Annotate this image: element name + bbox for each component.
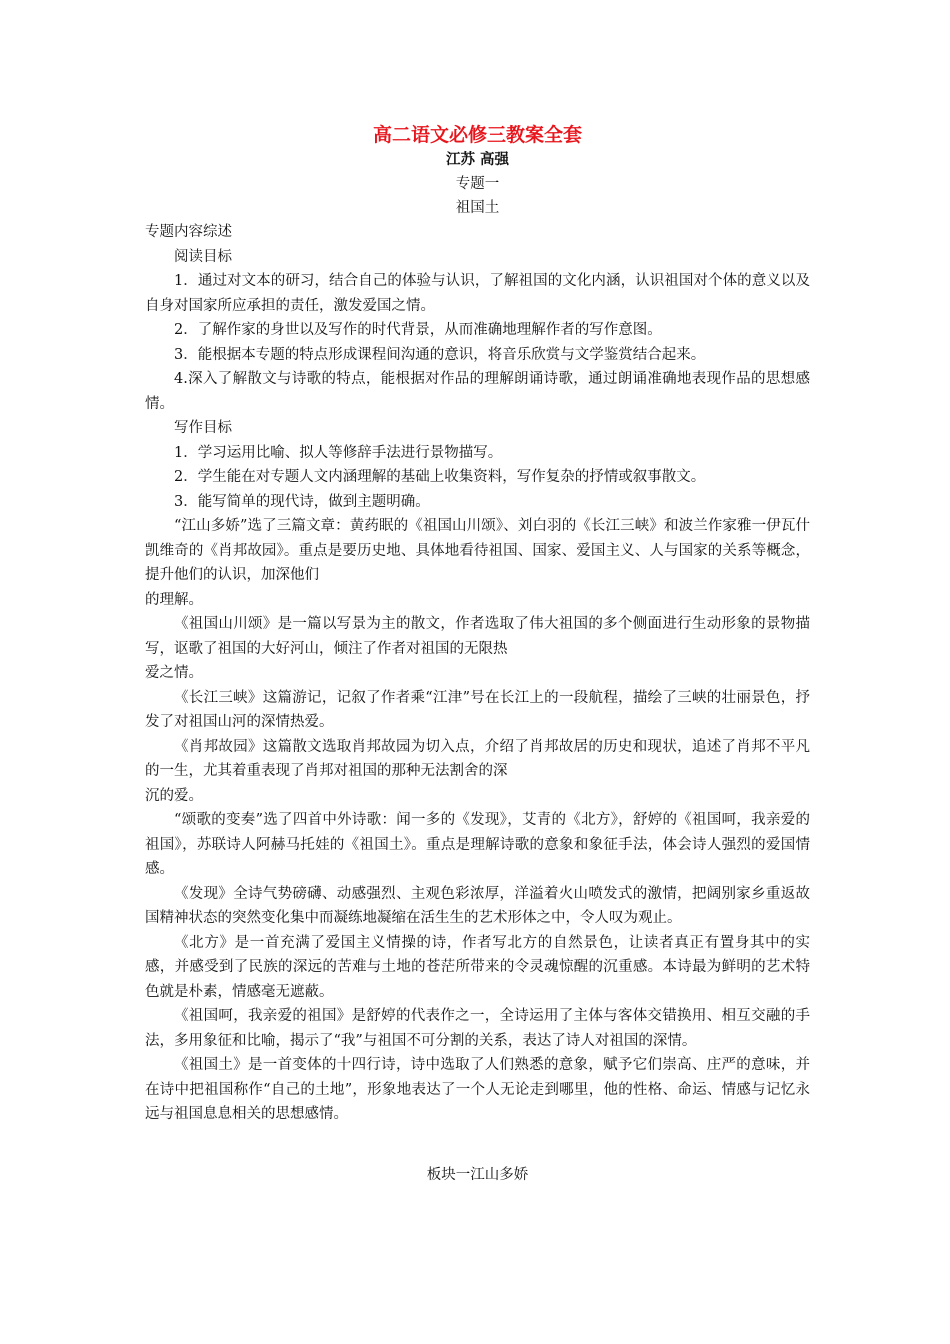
document-page xyxy=(145,118,810,1187)
overview-heading: 专题内容综述 xyxy=(145,224,232,240)
writing-goal-item: 3．能写简单的现代诗，做到主题明确。 xyxy=(174,493,430,510)
section-heading: 板块一江山多娇 xyxy=(426,1166,529,1183)
author-line: 江苏 高强 xyxy=(445,152,510,168)
lesson-heading: 祖国土 xyxy=(455,200,500,216)
body-paragraph: 《长江三峡》这篇游记，记叙了作者乘“江津”号在长江上的一段航程，描绘了三峡的壮丽景色，抒发了对祖国山河的深情热爱。 xyxy=(145,689,810,730)
reading-goals-label: 阅读目标 xyxy=(174,248,232,265)
body-paragraph: 《发现》全诗气势磅礴、动感强烈、主观色彩浓厚，洋溢着火山喷发式的激情，把阔别家乡重返故国精神状态的突然变化集中而凝练地凝缩在活生生的艺术形体之中，令人叹为观止。 xyxy=(145,885,810,926)
document-title: 高二语文必修三教案全套 xyxy=(372,124,582,146)
body-paragraph: 《祖国土》是一首变体的十四行诗，诗中选取了人们熟悉的意象，赋予它们崇高、庄严的意味，并在诗中把祖国称作“自己的土地”，形象地表达了一个人无论走到哪里，他的性格、命运、情感与记忆永远与祖国息息相关的思想感情。 xyxy=(145,1057,810,1122)
body-paragraph: “颂歌的变奏”选了四首中外诗歌：闻一多的《发现》，艾青的《北方》，舒婷的《祖国呵，我亲爱的祖国》，苏联诗人阿赫马托娃的《祖国土》。重点是理解诗歌的意象和象征手法，体会诗人强烈的爱国情感。 xyxy=(145,812,810,877)
reading-goal-item: 2．了解作家的身世以及写作的时代背景，从而准确地理解作者的写作意图。 xyxy=(174,322,662,338)
writing-goal-item: 2．学生能在对专题人文内涵理解的基础上收集资料，写作复杂的抒情或叙事散文。 xyxy=(174,469,706,485)
unit-heading: 专题一 xyxy=(455,176,500,192)
body-paragraph: 《北方》是一首充满了爱国主义情操的诗，作者写北方的自然景色，让读者真正有置身其中的实感，并感受到了民族的深远的苦难与土地的苍茫所带来的令灵魂惊醒的沉重感。本诗最为鲜明的艺术特色就是朴素，情感毫无遮蔽。 xyxy=(145,934,810,1000)
reading-goal-item: 3．能根据本专题的特点形成课程间沟通的意识，将音乐欣赏与文学鉴赏结合起来。 xyxy=(174,346,706,363)
body-paragraph: “江山多娇”选了三篇文章：黄药眠的《祖国山川颂》、刘白羽的《长江三峡》和波兰作家雅一伊瓦什凯维奇的《肖邦故园》。重点是要历史地、具体地看待祖国、国家、爱国主义、人与国家的关系等概念，提升他们的认识，加深他们 xyxy=(145,518,810,583)
body-paragraph-continuation: 沉的爱。 xyxy=(145,787,203,804)
body-paragraph: 《肖邦故园》这篇散文选取肖邦故园为切入点，介绍了肖邦故居的历史和现状，追述了肖邦不平凡的一生，尤其着重表现了肖邦对祖国的那种无法割舍的深 xyxy=(145,738,810,779)
writing-goal-item: 1．学习运用比喻、拟人等修辞手法进行景物描写。 xyxy=(174,444,503,461)
reading-goal-item: 1．通过对文本的研习，结合自己的体验与认识，了解祖国的文化内涵，认识祖国对个体的意义以及自身对国家所应承担的责任，激发爱国之情。 xyxy=(145,273,810,314)
body-paragraph-continuation: 的理解。 xyxy=(145,591,203,608)
reading-goal-item: 4.深入了解散文与诗歌的特点，能根据对作品的理解朗诵诗歌，通过朗诵准确地表现作品的思想感情。 xyxy=(145,371,810,412)
body-paragraph: 《祖国山川颂》是一篇以写景为主的散文，作者选取了伟大祖国的多个侧面进行生动形象的景物描写，讴歌了祖国的大好河山，倾注了作者对祖国的无限热 xyxy=(145,616,810,657)
body-paragraph-continuation: 爱之情。 xyxy=(145,665,203,681)
writing-goals-label: 写作目标 xyxy=(174,420,232,436)
body-paragraph: 《祖国呵，我亲爱的祖国》是舒婷的代表作之一，全诗运用了主体与客体交错换用、相互交融的手法，多用象征和比喻，揭示了“我”与祖国不可分割的关系，表达了诗人对祖国的深情。 xyxy=(145,1008,810,1049)
